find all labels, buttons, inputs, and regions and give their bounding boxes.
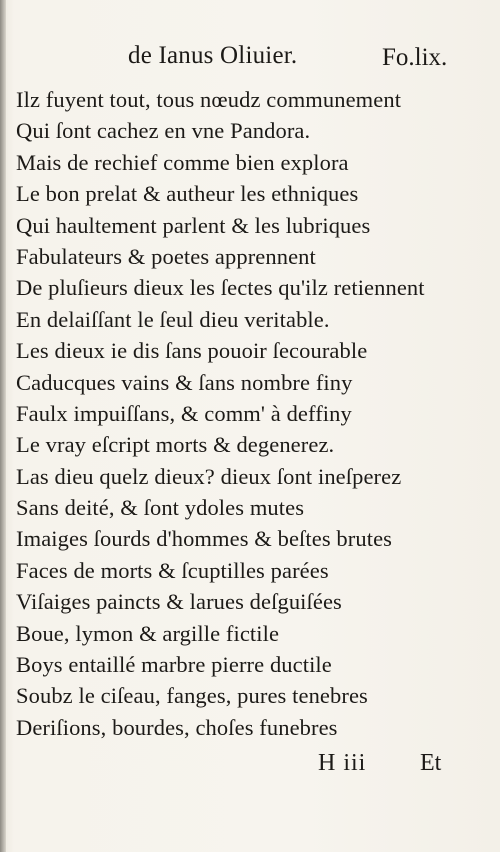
verse-line: En delaiſſant le ſeul dieu veritable. — [16, 306, 330, 332]
verse-line: Sans deité, & ſont ydoles mutes — [16, 495, 305, 521]
verse-line: Faulx impuiſſans, & comm' à deffiny — [16, 400, 352, 426]
page-footer — [0, 750, 500, 784]
verse-text-block — [16, 84, 476, 743]
verse-line: Boys entaillé marbre pierre ductile — [16, 652, 332, 678]
verse-line: Qui ſont cachez en vne Pandora. — [16, 118, 311, 144]
verse-line: Imaiges ſourds d'hommes & beſtes brutes — [16, 526, 393, 552]
folio-number: Fo.lix. — [382, 44, 448, 71]
verse-line: Qui haultement parlent & les lubriques — [16, 212, 371, 238]
verse-line: Fabulateurs & poetes apprennent — [16, 243, 316, 269]
page-gutter-edge — [0, 0, 6, 852]
signature-mark: H iii — [318, 750, 367, 776]
verse-line: Le vray eſcript morts & degenerez. — [16, 432, 335, 458]
verse-line: Soubz le ciſeau, fanges, pures tenebres — [16, 683, 368, 709]
verse-line: Le bon prelat & autheur les ethniques — [16, 181, 359, 207]
verse-line: Las dieu quelz dieux? dieux ſont ineſperez — [16, 463, 402, 489]
verse-line: Boue, lymon & argille fictile — [16, 620, 280, 646]
verse-line: Viſaiges paincts & larues deſguiſées — [16, 589, 342, 615]
verse-line: Deriſions, bourdes, choſes funebres — [16, 714, 338, 740]
verse-line: Les dieux ie dis ſans pouoir ſecourable — [16, 338, 368, 364]
verse-line: Faces de morts & ſcuptilles parées — [16, 557, 329, 583]
running-head — [0, 42, 500, 76]
verse-line: Mais de rechief comme bien explora — [16, 149, 349, 175]
verse-line: Caducques vains & ſans nombre finy — [16, 369, 353, 395]
running-head-title: de Ianus Oliuier. — [128, 42, 298, 69]
verse-line: De pluſieurs dieux les ſectes qu'ilz retiennent — [16, 275, 425, 301]
verse-line: Ilz fuyent tout, tous nœudz communement — [16, 87, 402, 112]
catchword: Et — [420, 750, 442, 776]
